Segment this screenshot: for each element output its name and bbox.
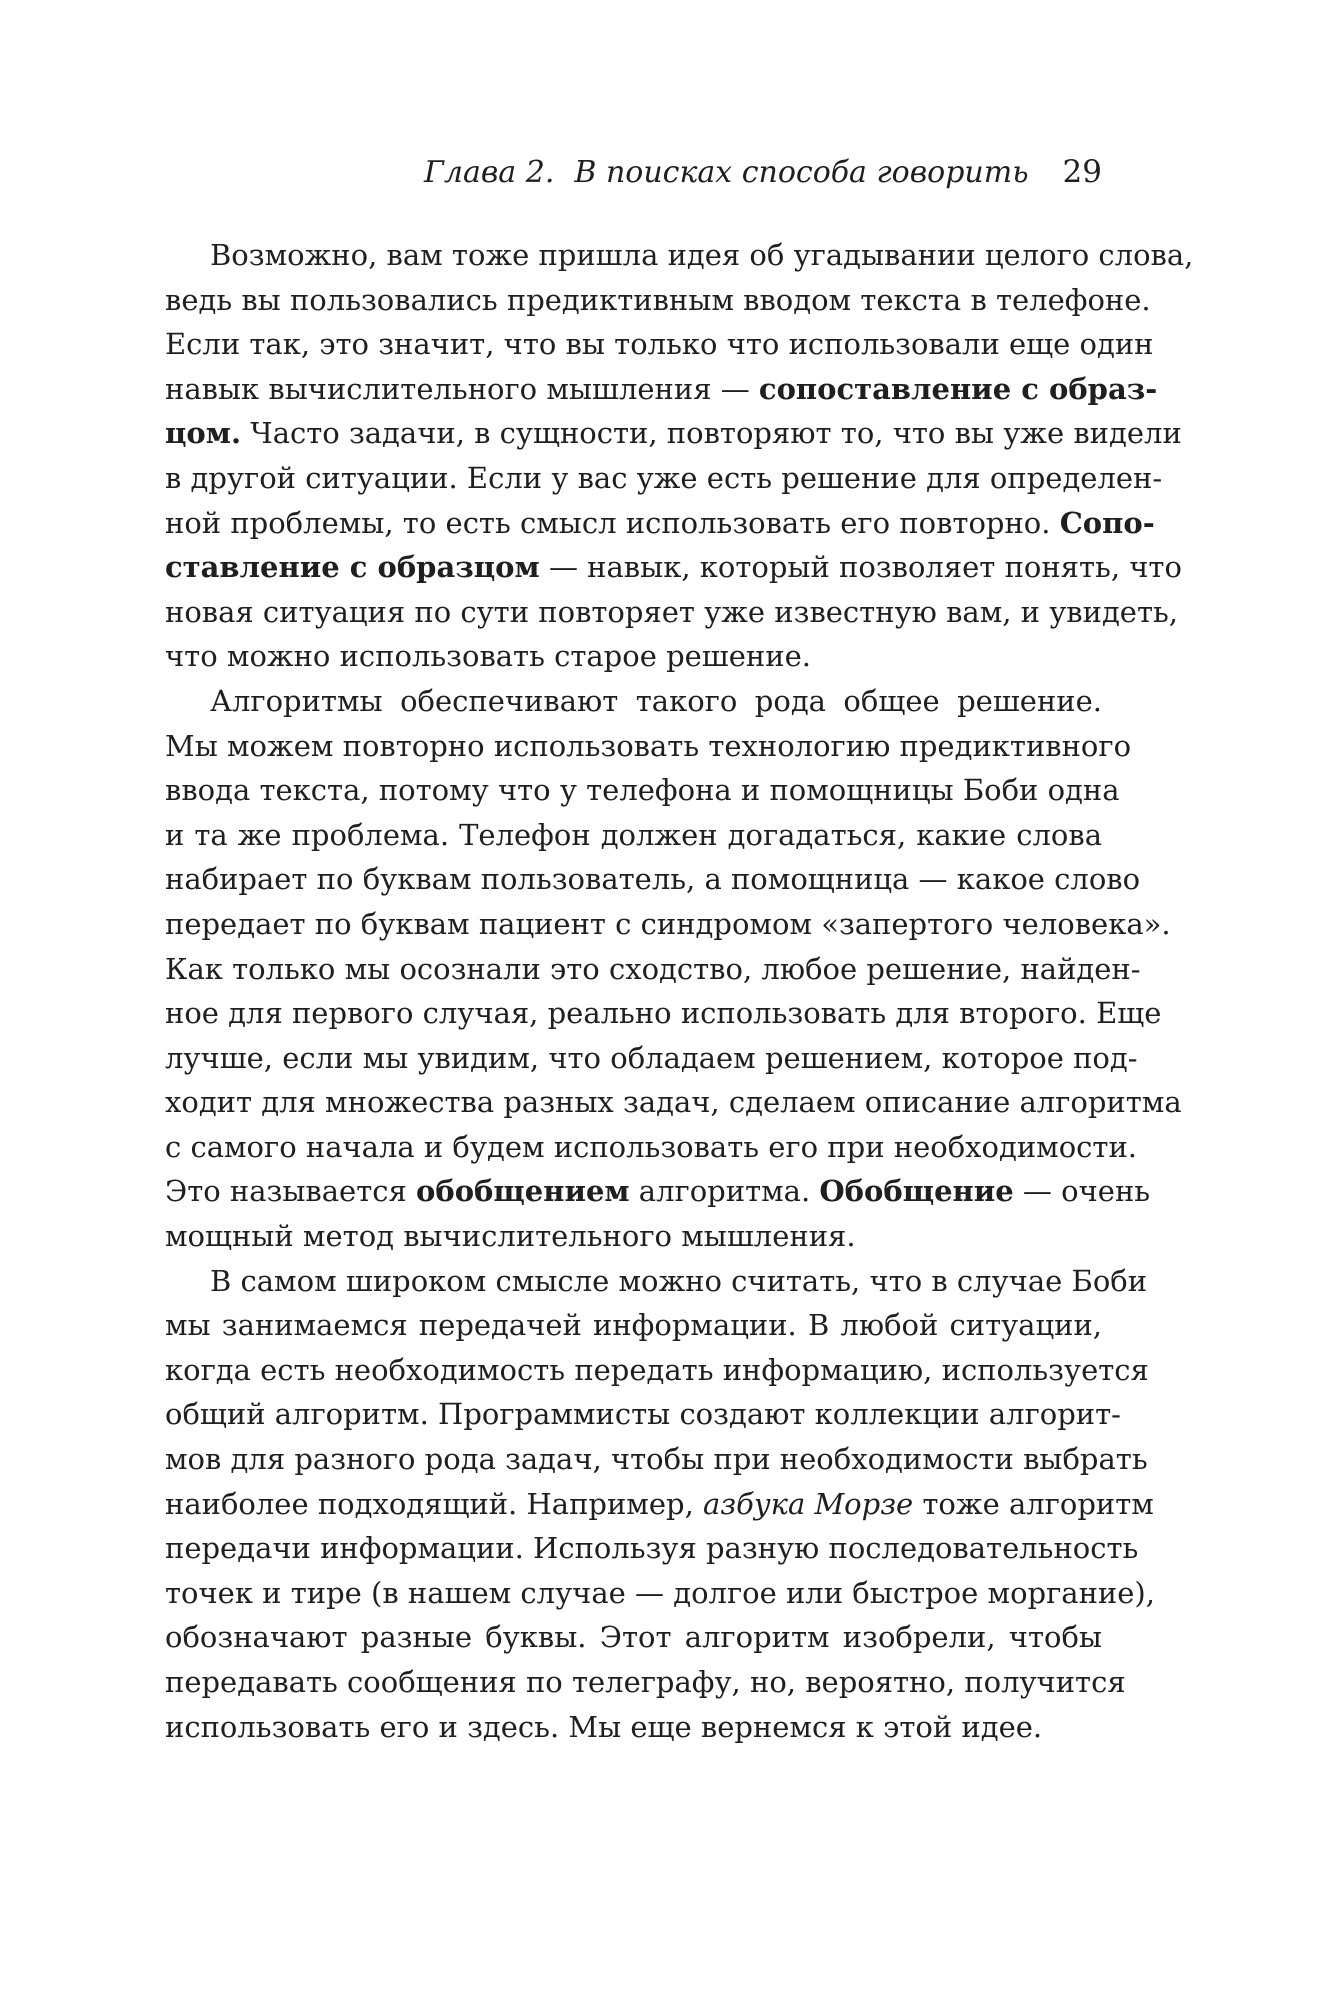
text-run: алгоритма. [629, 1174, 820, 1209]
text-run: мощный метод вычислительного мышления. [165, 1219, 856, 1254]
text-run: лучше, если мы увидим, что обладаем решением, которое под- [165, 1040, 1138, 1075]
text-line [165, 411, 1182, 456]
text-run: Как только мы осознали это сходство, любое решение, найден- [165, 951, 1141, 986]
text-run: ной проблемы, то есть смысл использовать его повторно. [165, 505, 1060, 540]
text-run: использовать его и здесь. Мы еще вернемся к этой идее. [165, 1709, 1043, 1744]
text-run: точек и тире (в нашем случае — долгое или быстрое моргание), [165, 1575, 1155, 1610]
bold-term: ставление с образцом [165, 550, 540, 585]
text-run: когда есть необходимость передать информацию, используется [165, 1352, 1149, 1387]
text-line [165, 1660, 1126, 1705]
text-run: передавать сообщения по телеграфу, но, вероятно, получится [165, 1665, 1126, 1699]
text-line [165, 278, 1151, 323]
text-run: ное для первого случая, реально использовать для второго. Еще [165, 996, 1162, 1031]
text-line [165, 1303, 1102, 1348]
bold-term: цом. [165, 416, 242, 451]
text-line [165, 590, 1179, 635]
text-line [165, 813, 1102, 858]
text-line [165, 1615, 1102, 1660]
text-line [165, 1392, 1121, 1437]
text-line [165, 991, 1162, 1036]
bold-term: Сопо- [1059, 505, 1155, 540]
text-run: передачи информации. Используя разную последовательность [165, 1531, 1139, 1566]
page-number: 29 [1062, 154, 1102, 190]
text-line [165, 724, 1132, 769]
text-run: наиболее подходящий. Например, [165, 1486, 704, 1521]
text-line [165, 634, 1102, 679]
bold-term: сопоставление с образ- [758, 371, 1158, 406]
text-run: передает по буквам пациент с синдромом «запертого человека». [165, 906, 1171, 941]
body-text [165, 233, 1194, 1749]
text-run: Возможно, вам тоже пришла идея об угадывании целого слова, [210, 238, 1194, 272]
text-line [165, 367, 1158, 412]
text-line [165, 1214, 1102, 1259]
text-line [165, 1080, 1182, 1125]
text-run: — очень [1013, 1174, 1151, 1209]
text-run: ходит для множества разных задач, сделаем описание алгоритма [165, 1085, 1182, 1120]
text-run: мов для разного рода задач, чтобы при необходимости выбрать [165, 1442, 1148, 1477]
text-line [165, 1169, 1151, 1214]
text-line [165, 501, 1155, 546]
text-line [165, 1437, 1148, 1482]
text-run: Часто задачи, в сущности, повторяют то, что вы уже видели [241, 416, 1182, 451]
text-run: что можно использовать старое решение. [165, 639, 811, 674]
text-line [165, 322, 1154, 367]
text-run: общий алгоритм. Программисты создают коллекции алгорит- [165, 1397, 1121, 1432]
text-line [165, 1125, 1137, 1170]
text-run: Мы можем повторно использовать технологию предиктивного [165, 728, 1132, 763]
text-run: новая ситуация по сути повторяет уже известную вам, и увидеть, [165, 594, 1179, 629]
text-line [165, 1571, 1155, 1616]
text-line [165, 902, 1171, 947]
text-run: мы занимаемся передачей информации. В любой ситуации, [165, 1308, 1102, 1343]
text-run: ведь вы пользовались предиктивным вводом текста в телефоне. [165, 282, 1151, 317]
text-line [165, 456, 1163, 501]
text-line [165, 1036, 1138, 1081]
text-run: обозначают разные буквы. Этот алгоритм изобрели, чтобы [165, 1620, 1102, 1655]
text-run: Если так, это значит, что вы только что использовали еще один [165, 327, 1154, 362]
text-line [165, 1482, 1154, 1527]
text-run: с самого начала и будем использовать его при необходимости. [165, 1129, 1137, 1164]
text-line [165, 1259, 1148, 1304]
bold-term: обобщением [416, 1174, 630, 1209]
text-run: Алгоритмы обеспечивают такого рода общее решение. [210, 683, 1102, 718]
text-line [165, 233, 1194, 278]
text-line [165, 1348, 1149, 1393]
text-line [165, 857, 1141, 902]
italic-term: азбука Морзе [703, 1486, 914, 1521]
text-run: набирает по буквам пользователь, а помощница — какое слово [165, 862, 1141, 897]
text-line [165, 679, 1102, 724]
text-line [165, 545, 1182, 590]
text-run: навык вычислительного мышления — [165, 371, 759, 406]
bold-term: Обобщение [819, 1174, 1014, 1209]
text-line [165, 947, 1141, 992]
text-run: ввода текста, потому что у телефона и помощницы Боби одна [165, 773, 1120, 808]
text-line [165, 1526, 1139, 1571]
text-line [165, 1705, 1102, 1750]
running-head [165, 152, 1102, 193]
chapter-heading [424, 153, 1029, 193]
text-run: и та же проблема. Телефон должен догадаться, какие слова [165, 817, 1102, 852]
chapter-title: В поисках способа говорить [574, 155, 1029, 190]
text-line [165, 768, 1120, 813]
text-run: В самом широком смысле можно считать, что в случае Боби [210, 1263, 1148, 1298]
text-run: тоже алгоритм [913, 1486, 1154, 1521]
text-run: Это называется [165, 1174, 417, 1209]
chapter-label: Глава 2. [424, 155, 555, 190]
text-run: — навык, который позволяет понять, что [539, 550, 1182, 585]
text-run: в другой ситуации. Если у вас уже есть решение для определен- [165, 460, 1163, 495]
